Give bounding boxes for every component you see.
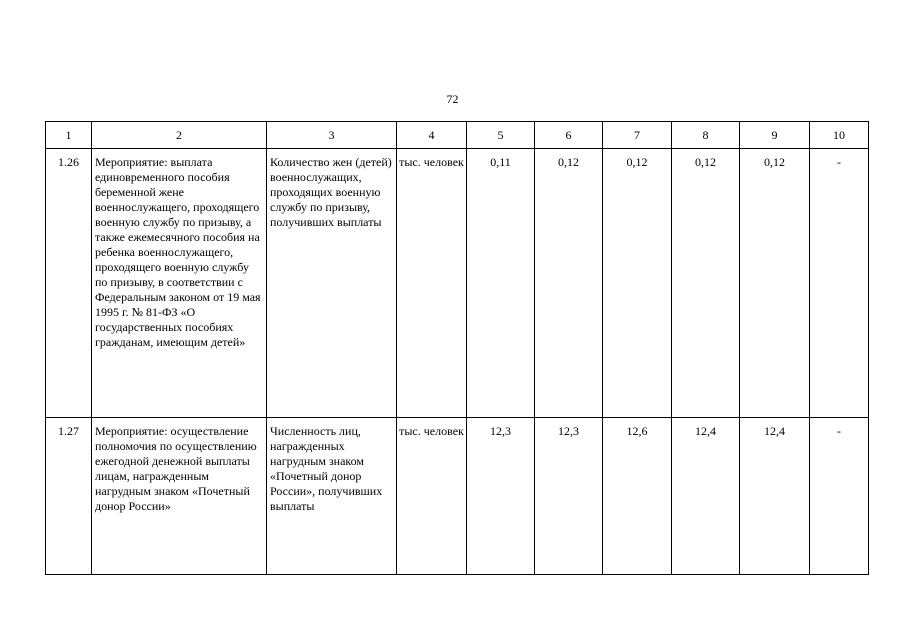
measure-cell: Мероприятие: осуществление полномочия по осуществлению ежегодной денежной выплаты лицам, награжденным нагрудным знаком «Почетный донор России» [92, 418, 267, 575]
indicator-cell: Численность лиц, награжденных нагрудным знаком «Почетный донор России», получивших выплаты [267, 418, 397, 575]
header-cell: 7 [603, 122, 672, 149]
row-number: 1.27 [46, 418, 92, 575]
value-cell: 0,12 [740, 149, 810, 418]
header-cell: 10 [810, 122, 869, 149]
header-cell: 6 [535, 122, 603, 149]
indicator-cell: Количество жен (детей) военнослужащих, проходящих военную службу по призыву, получивших выплаты [267, 149, 397, 418]
header-cell: 2 [92, 122, 267, 149]
unit-cell: тыс. человек [397, 149, 467, 418]
row-number: 1.26 [46, 149, 92, 418]
value-cell: 0,12 [603, 149, 672, 418]
header-cell: 1 [46, 122, 92, 149]
header-cell: 4 [397, 122, 467, 149]
measure-cell: Мероприятие: выплата единовременного пособия беременной жене военнослужащего, проходящего военную службу по призыву, а также ежемесячного пособия на ребенка военнослужащего, проходящего военную службу по призыву, в соответствии с Федеральным законом от 19 мая 1995 г. № 81-ФЗ «О государственных пособиях гражданам, имеющим детей» [92, 149, 267, 418]
table-row [46, 149, 869, 418]
header-cell: 3 [267, 122, 397, 149]
value-cell: - [810, 418, 869, 575]
table-row [46, 418, 869, 575]
page-number: 72 [446, 92, 459, 106]
value-cell: 0,12 [535, 149, 603, 418]
header-cell: 8 [672, 122, 740, 149]
header-cell: 9 [740, 122, 810, 149]
value-cell: 12,6 [603, 418, 672, 575]
header-row [46, 122, 869, 149]
header-cell: 5 [467, 122, 535, 149]
value-cell: 12,4 [740, 418, 810, 575]
value-cell: 0,11 [467, 149, 535, 418]
value-cell: 0,12 [672, 149, 740, 418]
value-cell: - [810, 149, 869, 418]
data-table [45, 121, 869, 575]
value-cell: 12,4 [672, 418, 740, 575]
value-cell: 12,3 [535, 418, 603, 575]
value-cell: 12,3 [467, 418, 535, 575]
unit-cell: тыс. человек [397, 418, 467, 575]
